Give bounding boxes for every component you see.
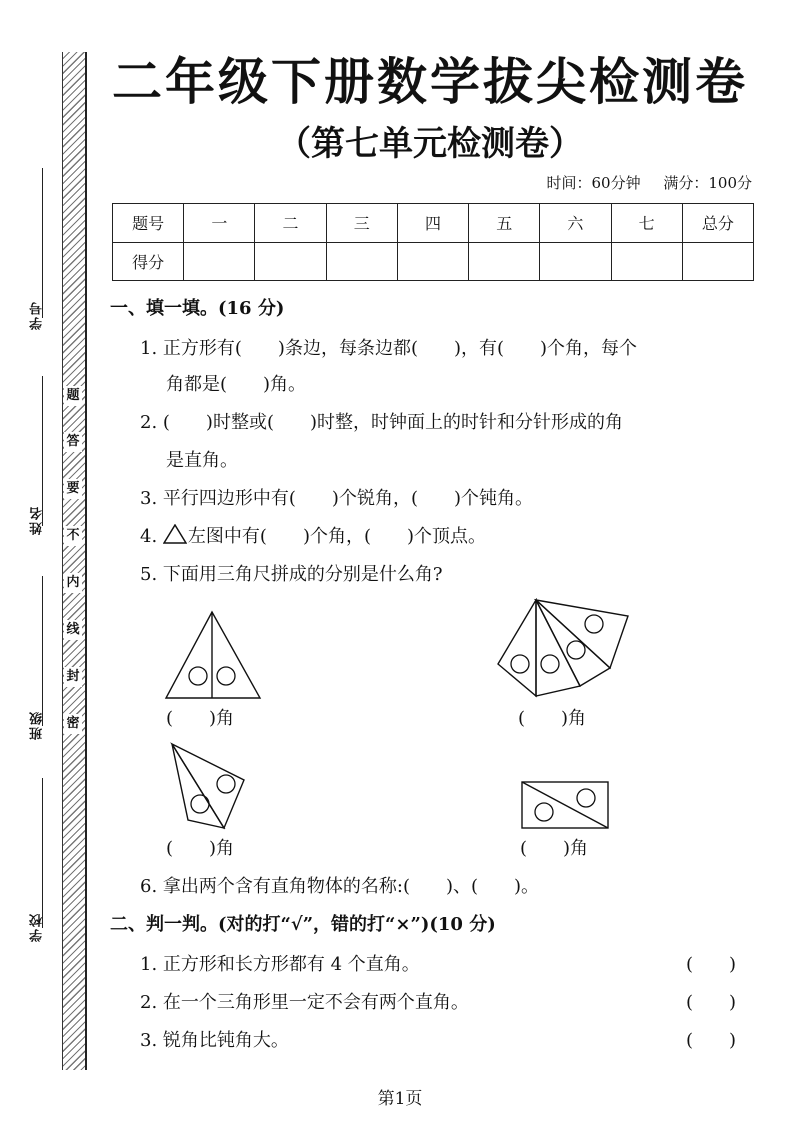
full-score: 满分：100分 [663, 174, 752, 192]
question-3: 3. 平行四边形中有( )个锐角，( )个钝角。 [140, 488, 533, 509]
table-cell: 五 [469, 204, 540, 243]
table-cell: 四 [397, 204, 468, 243]
set-square-figure-b [496, 598, 632, 700]
judge-item: 1. 正方形和长方形都有 4 个直角。 [140, 954, 420, 975]
question-2-line2: 是直角。 [166, 450, 238, 471]
question-4-number: 4. [140, 526, 158, 547]
seal-char: 要 [64, 479, 82, 499]
question-1-line2: 角都是( )角。 [166, 374, 307, 395]
answer-d: ( )角 [520, 838, 589, 859]
score-entry-cell[interactable] [682, 242, 753, 281]
score-entry-cell[interactable] [397, 242, 468, 281]
table-cell: 三 [326, 204, 397, 243]
school-label: 学校 [30, 912, 45, 942]
seal-char: 封 [64, 667, 82, 687]
question-4 [140, 524, 486, 550]
name-label: 姓名 [30, 505, 45, 535]
score-entry-cell[interactable] [540, 242, 611, 281]
question-2-line1: 2. ( )时整或( )时整，时钟面上的时针和分针形成的角 [140, 412, 623, 433]
table-cell: 七 [611, 204, 682, 243]
answer-c: ( )角 [166, 838, 235, 859]
set-square-figure-d [520, 780, 610, 830]
score-entry-cell[interactable] [611, 242, 682, 281]
page-title: 二年级下册数学拔尖检测卷 [112, 52, 748, 111]
student-id-label: 学号 [30, 300, 45, 330]
score-table-header-row [113, 204, 754, 243]
score-entry-cell[interactable] [469, 242, 540, 281]
question-1-line1: 1. 正方形有( )条边，每条边都( )，有( )个角，每个 [140, 338, 638, 359]
seal-char: 内 [64, 573, 82, 593]
question-4-text: 左图中有( )个角，( )个顶点。 [187, 526, 487, 547]
seal-char: 密 [64, 714, 82, 734]
table-cell: 二 [255, 204, 326, 243]
seal-char: 题 [64, 386, 82, 406]
page-number: 第1页 [377, 1089, 423, 1109]
set-square-figure-a [164, 610, 264, 702]
page-subtitle: （第七单元检测卷） [277, 124, 583, 164]
table-cell: 题号 [113, 204, 184, 243]
school-line [42, 778, 43, 928]
set-square-figure-c [170, 742, 254, 832]
binding-hatch-band [62, 52, 87, 1070]
class-label: 班级 [30, 710, 45, 740]
judge-answer-blank[interactable]: ( ) [686, 1030, 737, 1051]
score-entry-cell[interactable] [255, 242, 326, 281]
score-entry-cell[interactable] [326, 242, 397, 281]
section2-heading: 二、判一判。(对的打“√”，错的打“×”)(10 分) [110, 914, 496, 935]
score-table-score-row [113, 242, 754, 281]
name-line [42, 376, 43, 526]
table-cell: 一 [184, 204, 255, 243]
class-line [42, 576, 43, 726]
judge-answer-blank[interactable]: ( ) [686, 954, 737, 975]
table-cell: 总分 [682, 204, 753, 243]
score-entry-cell[interactable] [184, 242, 255, 281]
table-cell: 六 [540, 204, 611, 243]
section1-heading: 一、填一填。(16 分) [110, 298, 285, 319]
answer-a: ( )角 [166, 708, 235, 729]
seal-char: 不 [64, 526, 82, 546]
student-id-line [42, 168, 43, 318]
time-info [528, 172, 752, 193]
time-limit: 时间：60分钟 [546, 174, 641, 192]
binding-margin [0, 0, 100, 1130]
triangle-icon [163, 524, 187, 544]
score-table [112, 203, 754, 281]
question-5: 5. 下面用三角尺拼成的分别是什么角? [140, 564, 443, 585]
question-6: 6. 拿出两个含有直角物体的名称:( )、( )。 [140, 876, 540, 897]
seal-char: 答 [64, 432, 82, 452]
judge-item: 3. 锐角比钝角大。 [140, 1030, 289, 1051]
judge-item: 2. 在一个三角形里一定不会有两个直角。 [140, 992, 469, 1013]
seal-char: 线 [64, 620, 82, 640]
answer-b: ( )角 [518, 708, 587, 729]
table-cell: 得分 [113, 242, 184, 281]
judge-answer-blank[interactable]: ( ) [686, 992, 737, 1013]
